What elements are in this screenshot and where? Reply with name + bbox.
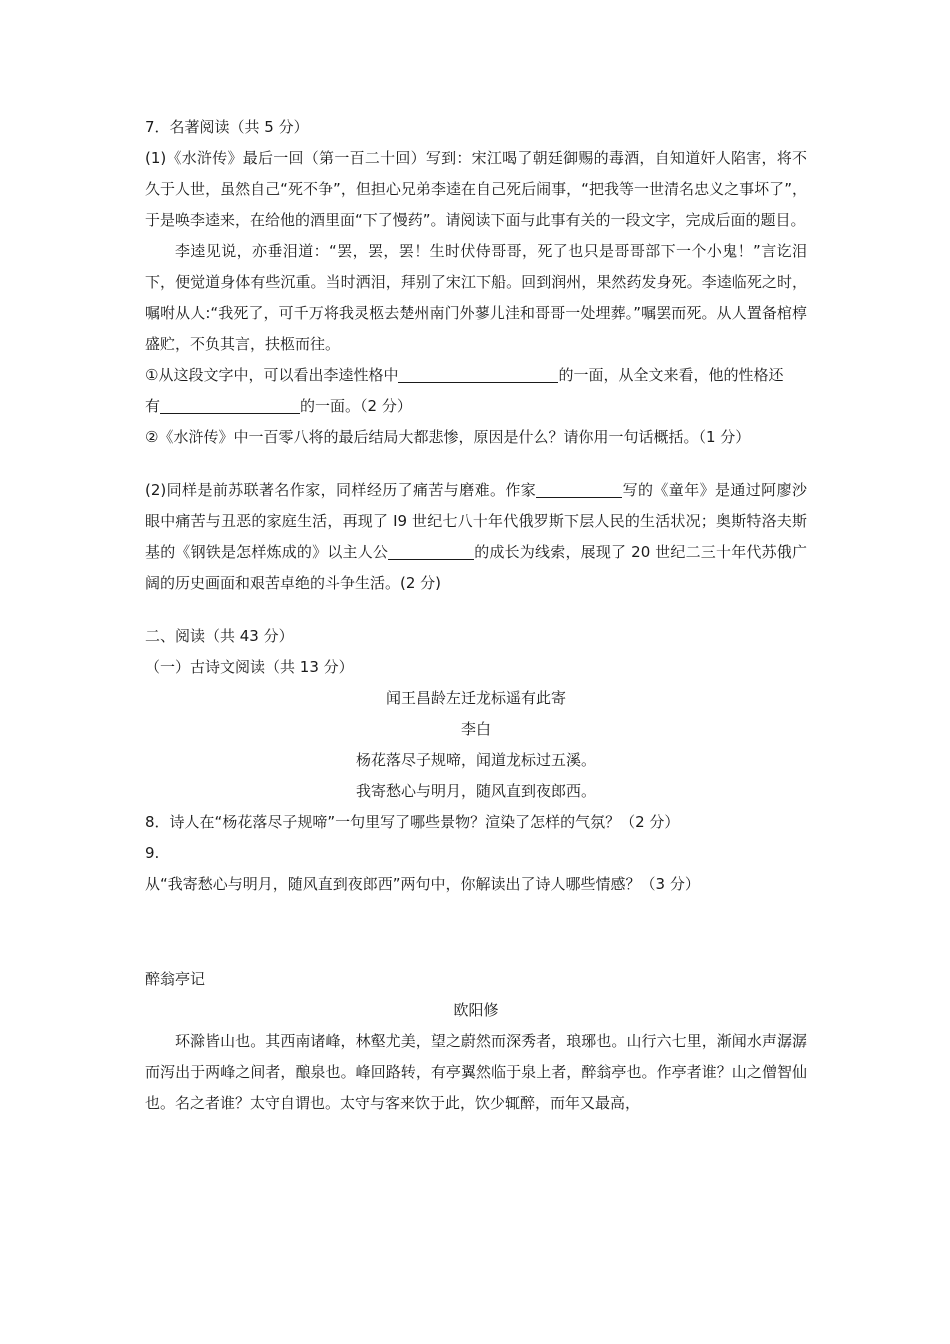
q7-heading: 7．名著阅读（共 5 分） bbox=[145, 118, 309, 136]
q7-1-text-b: 的一面，从全文来看，他的性格还 bbox=[558, 366, 784, 384]
poem-line-1: 杨花落尽子规啼，闻道龙标过五溪。 bbox=[355, 751, 596, 769]
q8-question: 8．诗人在“杨花落尽子规啼”一句里写了哪些景物？渲染了怎样的气氛？（2 分） bbox=[145, 813, 680, 831]
spacer bbox=[145, 599, 807, 621]
shuihu-excerpt: 李逵见说，亦垂泪道：“罢，罢，罢！生时伏侍哥哥，死了也只是哥哥部下一个小鬼！”言讫泪下，便觉道身体有些沉重。当时洒泪，拜别了宋江下船。回到润州，果然药发身死。李逵临死之时，嘱咐从人:“我死了，可千万将我灵柩去楚州南门外蓼儿洼和哥哥一处埋葬。”嘱罢而死。从人置备棺椁盛贮，不负其言，扶柩而往。 bbox=[145, 242, 807, 353]
q7-part2-text-b: 写的《童年》是通过阿廖沙眼中痛苦与丑恶的家庭生活，再现了 I9 世纪七八十年代俄罗斯下层人民的生活状况；奥斯特洛夫斯基的《钢铁是怎样炼成的》以主人公 bbox=[145, 481, 807, 561]
q7-part2 bbox=[145, 475, 807, 599]
section2-sub1: （一）古诗文阅读（共 13 分） bbox=[145, 658, 354, 676]
prose-title: 醉翁亭记 bbox=[145, 970, 206, 988]
spacer bbox=[145, 453, 807, 475]
q7-1-line1 bbox=[145, 360, 807, 391]
q7-2-question: ②《水浒传》中一百零八将的最后结局大都悲惨，原因是什么？请你用一句话概括。（1 分） bbox=[145, 428, 751, 446]
prose-author: 欧阳修 bbox=[453, 1001, 499, 1019]
q7-part1-intro: (1)《水浒传》最后一回（第一百二十回）写到：宋江喝了朝廷御赐的毒酒，自知道奸人陷害，将不久于人世，虽然自己“死不争”，但担心兄弟李逵在自己死后闹事，“把我等一世清名忠义之事坏了”，于是唤李逵来，在给他的酒里面“下了慢药”。请阅读下面与此事有关的一段文字，完成后面的题目。 bbox=[145, 149, 807, 229]
q7-1-text-d: 的一面。（2 分） bbox=[300, 397, 412, 415]
q7-1-text-a: ①从这段文字中，可以看出李逵性格中 bbox=[145, 366, 399, 384]
document-page bbox=[145, 112, 807, 1119]
poem-title: 闻王昌龄左迁龙标遥有此寄 bbox=[385, 689, 566, 707]
q7-1-text-c: 有 bbox=[145, 397, 161, 415]
q9-number: 9. bbox=[145, 844, 160, 862]
answer-blank-trait-2[interactable] bbox=[160, 395, 300, 414]
q7-1-line2 bbox=[145, 391, 807, 422]
answer-blank-trait-1[interactable] bbox=[398, 364, 558, 383]
spacer bbox=[145, 900, 807, 964]
section2-heading: 二、阅读（共 43 分） bbox=[145, 627, 294, 645]
q7-part2-text-c: 的成长为线索，展现了 20 世纪二三十年代苏俄广阔的历史画面和艰苦卓绝的斗争生活。(2 分) bbox=[145, 543, 807, 592]
answer-blank-protagonist[interactable] bbox=[388, 541, 474, 560]
q7-part2-text-a: (2)同样是前苏联著名作家，同样经历了痛苦与磨难。作家 bbox=[145, 481, 537, 499]
poem-author: 李白 bbox=[460, 720, 491, 738]
answer-blank-author[interactable] bbox=[536, 479, 622, 498]
q9-question: 从“我寄愁心与明月，随风直到夜郎西”两句中，你解读出了诗人哪些情感？（3 分） bbox=[145, 875, 700, 893]
prose-text: 环滁皆山也。其西南诸峰，林壑尤美，望之蔚然而深秀者，琅琊也。山行六七里，渐闻水声潺潺而泻出于两峰之间者，酿泉也。峰回路转，有亭翼然临于泉上者，醉翁亭也。作亭者谁？山之僧智仙也。名之者谁？太守自谓也。太守与客来饮于此，饮少辄醉，而年又最高， bbox=[145, 1032, 807, 1112]
poem-line-2: 我寄愁心与明月，随风直到夜郎西。 bbox=[355, 782, 596, 800]
